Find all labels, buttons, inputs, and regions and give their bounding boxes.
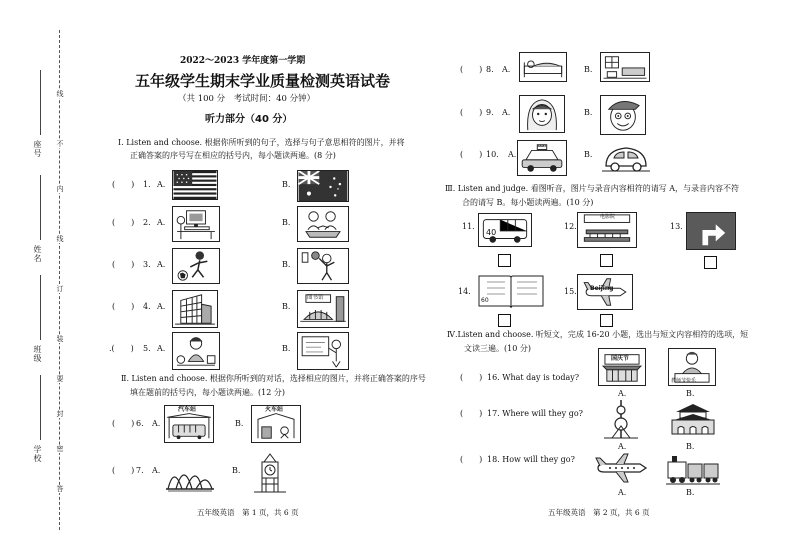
question-number: 8. bbox=[486, 65, 494, 74]
name-blank[interactable] bbox=[40, 175, 41, 240]
seal-char: 装 bbox=[56, 335, 64, 343]
answer-box[interactable] bbox=[498, 314, 511, 327]
answer-bracket[interactable]: ( ) bbox=[460, 108, 483, 117]
answer-box[interactable] bbox=[704, 256, 717, 269]
living-room-icon[interactable] bbox=[600, 52, 650, 82]
turn-right-sign-icon[interactable] bbox=[686, 212, 736, 250]
australia-flag-icon[interactable] bbox=[297, 170, 349, 202]
answer-bracket[interactable]: ( ) bbox=[460, 150, 483, 159]
option-a-label: A. bbox=[618, 389, 627, 398]
answer-box[interactable] bbox=[600, 314, 613, 327]
bus-number: 40 bbox=[486, 228, 497, 237]
building-icon[interactable] bbox=[172, 290, 218, 328]
seal-char: 答 bbox=[56, 485, 64, 493]
option-a-label: A. bbox=[157, 302, 166, 311]
library-sign: 图书馆 bbox=[307, 295, 324, 301]
question-text: 16. What day is today? bbox=[487, 373, 580, 382]
seal-char: 不 bbox=[56, 140, 64, 148]
girl-face-icon[interactable] bbox=[519, 95, 565, 133]
question-number: 11. bbox=[462, 222, 475, 231]
basketball-boy-icon[interactable] bbox=[297, 248, 349, 284]
option-b-label: B. bbox=[232, 466, 241, 475]
answer-bracket[interactable]: ( ) bbox=[112, 302, 135, 311]
section3-instructions-2: 合的请写 B。每小题读两遍。(10 分) bbox=[462, 198, 594, 207]
answer-box[interactable] bbox=[600, 254, 613, 267]
answer-bracket[interactable]: ( ) bbox=[112, 419, 135, 428]
section1-instructions: Ⅰ. Listen and choose. 根据你所听到的句子，选择与句子意思相符的图片，并将 bbox=[118, 138, 405, 147]
option-a-label: A. bbox=[157, 344, 166, 353]
taxi-sign: TAXI bbox=[537, 144, 546, 148]
page-footer-left: 五年级英语 第 1 页，共 6 页 bbox=[197, 508, 299, 517]
answer-bracket[interactable]: ( ) bbox=[112, 180, 135, 189]
answer-box[interactable] bbox=[498, 254, 511, 267]
seat-label: 座号 bbox=[33, 140, 42, 158]
seal-char: 要 bbox=[56, 375, 64, 383]
option-b-label: B. bbox=[282, 260, 291, 269]
question-number: 13. bbox=[670, 222, 683, 231]
national-day-sign: 国庆节 bbox=[611, 355, 630, 362]
bus-station-sign: 汽车站 bbox=[178, 406, 197, 413]
option-b-label: B. bbox=[584, 150, 593, 159]
section1-instructions-2: 正确答案的序号写在相应的括号内，每小题读两遍。(8 分) bbox=[130, 151, 336, 160]
cinema-sign: 电影院 bbox=[600, 214, 616, 220]
train-station-sign: 火车站 bbox=[265, 406, 284, 413]
question-text: 17. Where will they go? bbox=[487, 409, 583, 418]
section4-instructions-2: 文读三遍。(10 分) bbox=[464, 344, 531, 353]
option-b-label: B. bbox=[282, 180, 291, 189]
option-b-label: B. bbox=[235, 419, 244, 428]
class-label: 班级 bbox=[33, 345, 42, 363]
question-number: 6. bbox=[136, 419, 144, 428]
school-blank[interactable] bbox=[40, 375, 41, 440]
tv-tower-icon[interactable] bbox=[600, 398, 642, 440]
option-a-label: A. bbox=[157, 180, 166, 189]
big-ben-icon[interactable] bbox=[250, 452, 290, 496]
section4-instructions: Ⅳ.Listen and choose. 听短文，完成 16-20 小题，选出与短文内容相符的选项，短 bbox=[447, 330, 749, 339]
seal-char: 密 bbox=[56, 445, 64, 453]
question-number: 14. bbox=[458, 287, 471, 296]
option-b-label: B. bbox=[686, 389, 695, 398]
option-b-label: B. bbox=[686, 442, 695, 451]
us-flag-icon[interactable] bbox=[172, 170, 218, 200]
answer-bracket[interactable]: ( ) bbox=[112, 466, 135, 475]
option-b-label: B. bbox=[584, 65, 593, 74]
question-number: 7. bbox=[136, 466, 144, 475]
option-a-label: A. bbox=[157, 218, 166, 227]
seal-char: 线 bbox=[56, 235, 64, 243]
question-text: 18. How will they go? bbox=[487, 455, 575, 464]
answer-bracket[interactable]: ( ) bbox=[460, 65, 483, 74]
children-reading-icon[interactable] bbox=[297, 206, 349, 242]
tiananmen-icon[interactable] bbox=[668, 398, 718, 438]
option-a-label: A. bbox=[502, 108, 511, 117]
option-b-label: B. bbox=[584, 108, 593, 117]
school-year: 2022～2023 学年度第一学期 bbox=[180, 56, 306, 66]
option-a-label: A. bbox=[152, 419, 161, 428]
question-number: 15. bbox=[564, 287, 577, 296]
sleeping-bed-icon[interactable] bbox=[519, 52, 567, 82]
option-a-label: A. bbox=[618, 442, 627, 451]
book-page-number: 60 bbox=[481, 297, 489, 304]
question-number: 3. bbox=[143, 260, 151, 269]
soccer-boy-icon[interactable] bbox=[172, 248, 220, 284]
train-icon[interactable] bbox=[664, 452, 720, 486]
question-number: 5. bbox=[143, 344, 151, 353]
option-b-label: B. bbox=[282, 344, 291, 353]
seal-char: 内 bbox=[56, 185, 64, 193]
answer-bracket[interactable]: .( ) bbox=[109, 344, 134, 353]
seal-char: 封 bbox=[56, 410, 64, 418]
option-a-label: A. bbox=[618, 488, 627, 497]
school-label: 学校 bbox=[33, 445, 42, 463]
exam-info: （共 100 分 考试时间：40 分钟） bbox=[178, 94, 316, 104]
option-a-label: A. bbox=[508, 150, 517, 159]
car-icon[interactable] bbox=[600, 142, 652, 176]
seal-char: 订 bbox=[56, 285, 64, 293]
plane-beijing-icon[interactable] bbox=[577, 274, 633, 310]
seal-line bbox=[59, 30, 60, 530]
answer-bracket[interactable]: ( ) bbox=[112, 218, 135, 227]
computer-desk-icon[interactable] bbox=[172, 206, 220, 242]
question-number: 10. bbox=[486, 150, 499, 159]
question-number: 4. bbox=[143, 302, 151, 311]
sydney-opera-house-icon[interactable] bbox=[164, 455, 216, 493]
teacher-board-icon[interactable] bbox=[297, 332, 349, 370]
section2-instructions: Ⅱ. Listen and choose. 根据你所听到的对话，选择相应的图片，并将正确答案的序号 bbox=[121, 374, 426, 383]
open-book-icon[interactable] bbox=[475, 272, 547, 310]
listening-part-title: 听力部分（40 分） bbox=[205, 114, 293, 125]
option-a-label: A. bbox=[157, 260, 166, 269]
question-number: 12. bbox=[564, 222, 577, 231]
girl-with-toys-icon[interactable] bbox=[172, 332, 220, 370]
section2-instructions-2: 填在题前的括号内，每小题读两遍。(12 分) bbox=[130, 388, 285, 397]
option-a-label: A. bbox=[152, 466, 161, 475]
page-title: 五年级学生期末学业质量检测英语试卷 bbox=[135, 72, 391, 90]
answer-bracket[interactable]: ( ) bbox=[460, 409, 483, 418]
seat-blank[interactable] bbox=[40, 70, 41, 135]
section3-instructions: Ⅲ. Listen and judge. 看图听音，图片与录音内容相符的请写 A，与录音内容不符 bbox=[445, 184, 740, 193]
question-number: 1. bbox=[143, 180, 151, 189]
option-b-label: B. bbox=[282, 302, 291, 311]
name-label: 姓名 bbox=[33, 245, 42, 263]
option-b-label: B. bbox=[686, 488, 695, 497]
option-b-label: B. bbox=[282, 218, 291, 227]
page-footer-right: 五年级英语 第 2 页，共 6 页 bbox=[548, 508, 650, 517]
question-number: 2. bbox=[143, 218, 151, 227]
teachers-day-sign: 教师节快乐 bbox=[671, 378, 697, 384]
airplane-icon[interactable] bbox=[594, 452, 650, 484]
answer-bracket[interactable]: ( ) bbox=[460, 455, 483, 464]
class-blank[interactable] bbox=[40, 275, 41, 340]
seal-char: 线 bbox=[56, 90, 64, 98]
national-day-icon[interactable] bbox=[598, 348, 646, 386]
question-number: 9. bbox=[486, 108, 494, 117]
boy-face-icon[interactable] bbox=[600, 95, 646, 135]
plane-text: Beijing bbox=[590, 285, 614, 292]
answer-bracket[interactable]: ( ) bbox=[460, 373, 483, 382]
answer-bracket[interactable]: ( ) bbox=[112, 260, 135, 269]
option-a-label: A. bbox=[502, 65, 511, 74]
